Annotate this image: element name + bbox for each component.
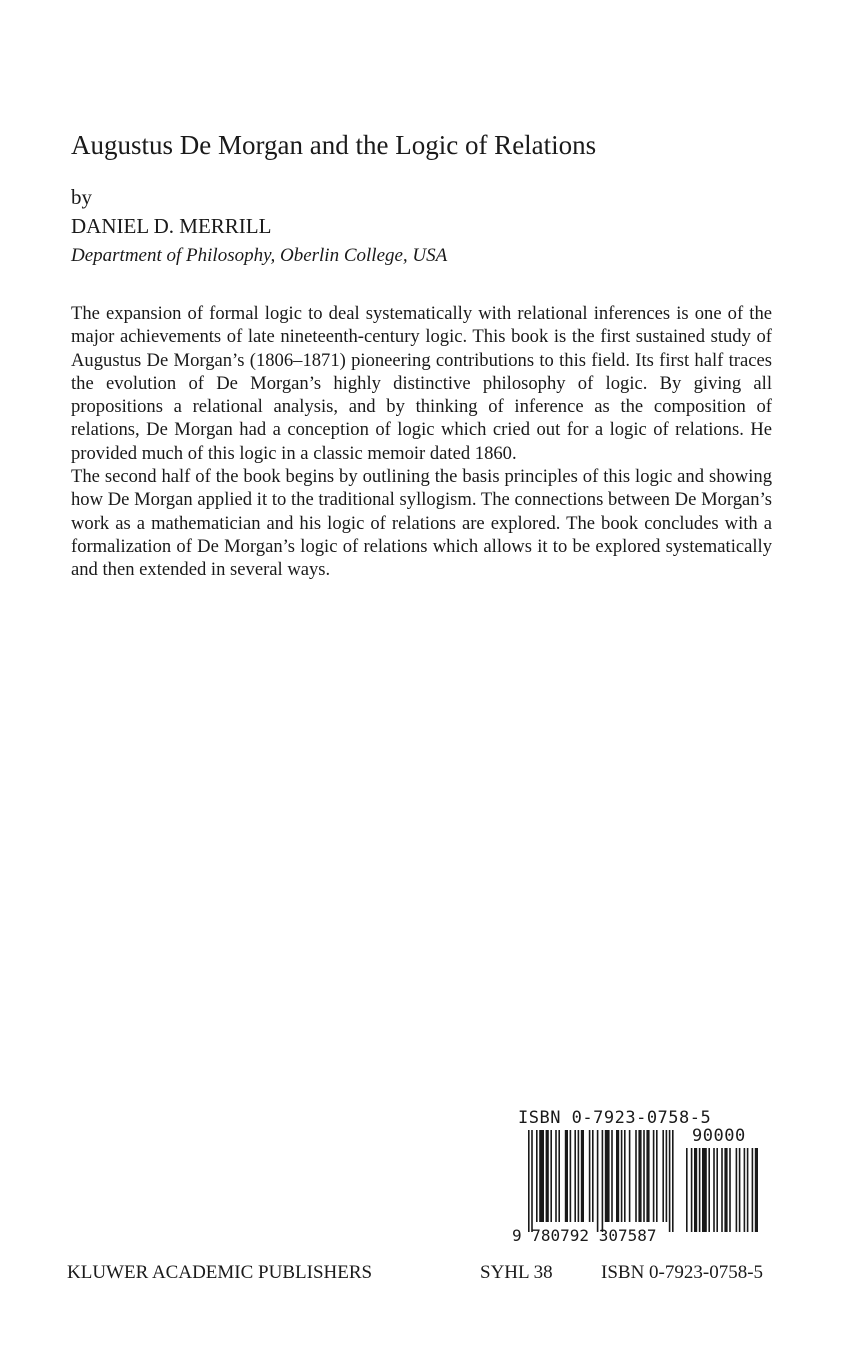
series-number: SYHL 38 bbox=[480, 1262, 553, 1283]
barcode-ean-digits: 9 780792 307587 bbox=[512, 1226, 657, 1245]
isbn-barcode bbox=[512, 1108, 762, 1248]
by-line: by bbox=[71, 185, 92, 209]
author-name: DANIEL D. MERRILL bbox=[71, 214, 272, 238]
author-affiliation: Department of Philosophy, Oberlin College, USA bbox=[71, 245, 448, 266]
abstract-paragraph-2: The second half of the book begins by outlining the basis principles of this logic and showing how De Morgan applied it to the traditional syllogism. The connections between De Morgan’s work as a mathematician and his logic of relations are explored. The book concludes with a formalization of De Morgan’s logic of relations which allows it to be explored systematically and then extended in several ways. bbox=[71, 466, 772, 581]
publisher-name: KLUWER ACADEMIC PUBLISHERS bbox=[67, 1262, 373, 1283]
book-title: Augustus De Morgan and the Logic of Relations bbox=[71, 130, 597, 160]
book-abstract bbox=[71, 302, 772, 582]
footer-isbn: ISBN 0-7923-0758-5 bbox=[601, 1262, 764, 1283]
barcode-isbn-label: ISBN 0-7923-0758-5 bbox=[518, 1108, 712, 1128]
abstract-paragraph-1: The expansion of formal logic to deal systematically with relational inferences is one of the major achievements of late nineteenth-century logic. This book is the first sustained study of Augustus De Morgan’s (1806–1871) pioneering contributions to this field. Its first half traces the evolution of De Morgan’s highly distinctive philosophy of logic. By giving all propositions a relational analysis, and by thinking of inference as the composition of relations, De Morgan had a conception of logic which cried out for a logic of relations. He provided much of this logic in a classic memoir dated 1860. bbox=[71, 303, 772, 464]
barcode-price-code: 90000 bbox=[692, 1126, 746, 1146]
barcode-bars-image bbox=[512, 1126, 762, 1232]
